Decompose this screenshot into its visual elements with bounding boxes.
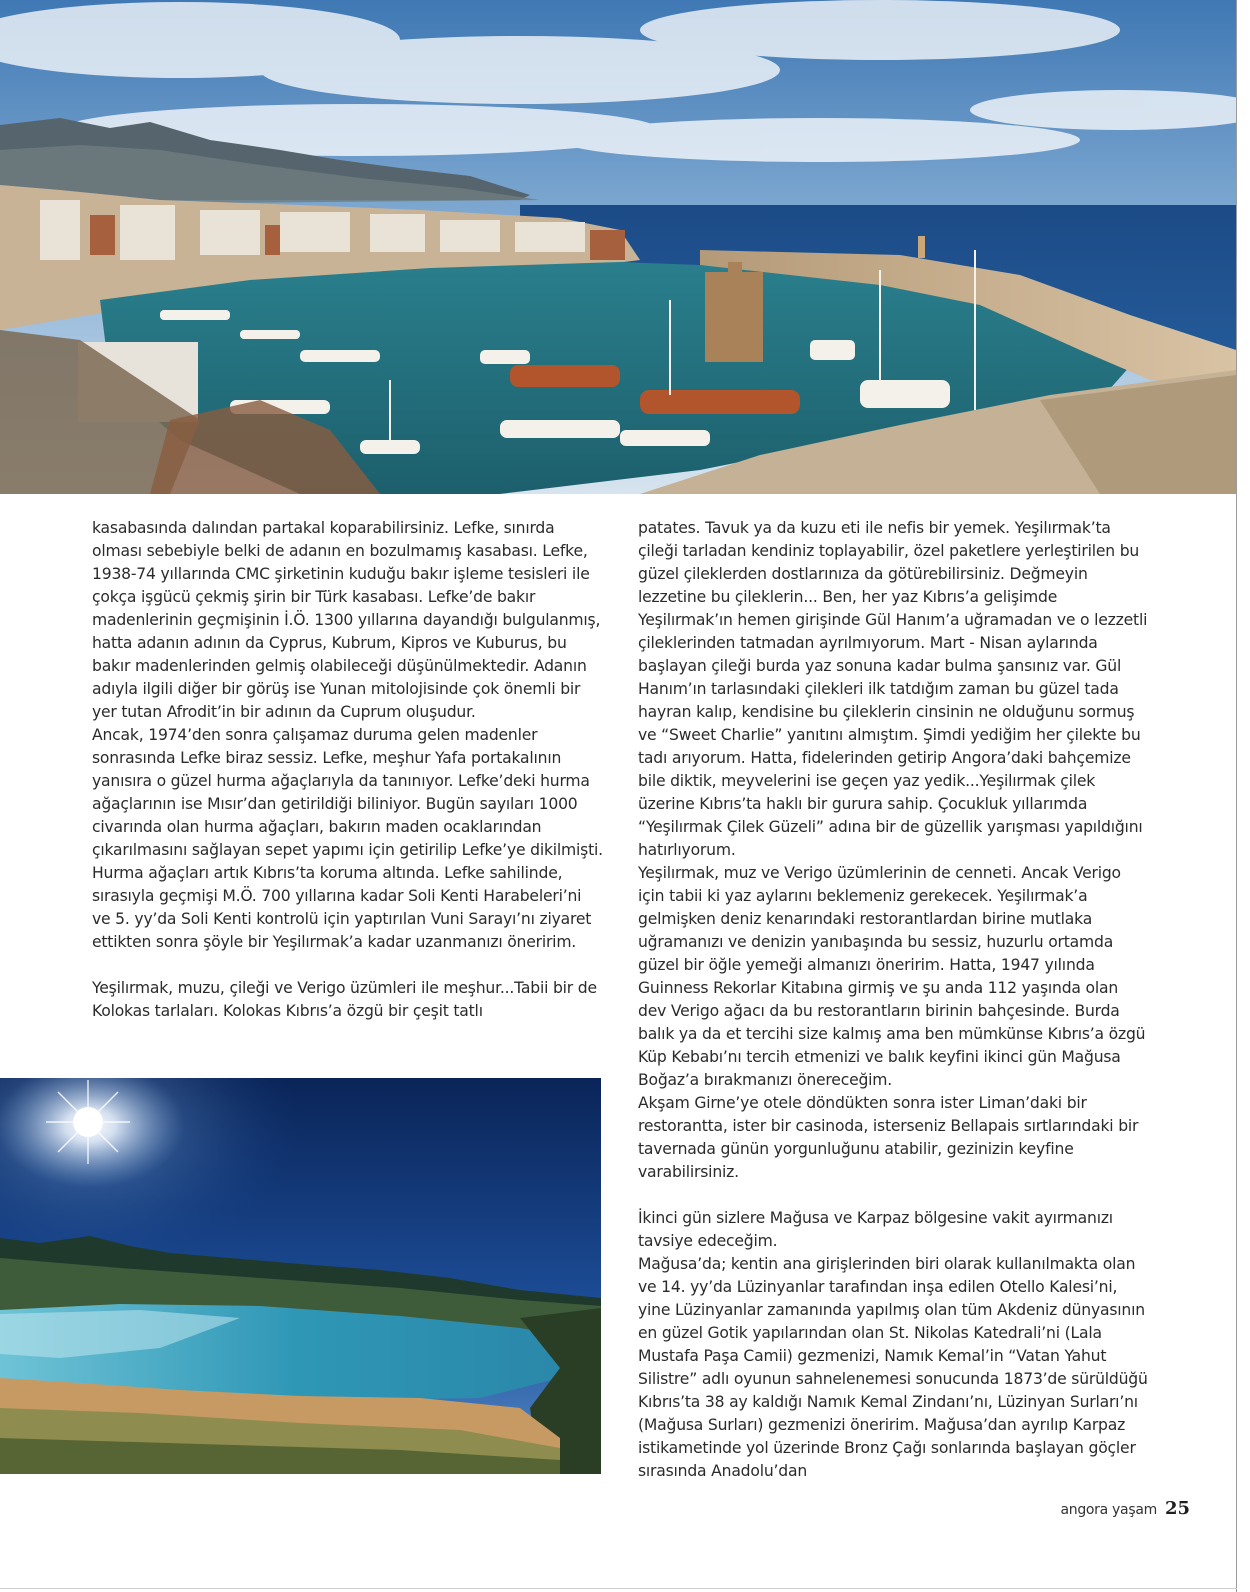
article-paragraph: Yeşilırmak, muzu, çileği ve Verigo üzümleri ile meşhur...Tabii bir de Kolokas tarlaları. Kolokas Kıbrıs’a özgü bir çeşit tatlı [92, 979, 597, 1020]
harbor-illustration [0, 0, 1236, 494]
article-left-column [92, 517, 604, 1023]
article-paragraph: Ancak, 1974’den sonra çalışamaz duruma gelen madenler sonrasında Lefke biraz sessiz. Lefke, meşhur Yafa portakalının yanısıra o güzel hurma ağaçlarıyla da tanınıyor. Lefke’deki hurma ağaçlarının ise Mısır’dan getirildiği biliniyor. Bugün sayıları 1000 civarında olan hurma ağaçları, bakırın maden ocaklarından çıkarılmasını sağlayan sepet yapımı için getirilip Lefke’ye dikilmişti. Hurma ağaçları artık Kıbrıs’ta koruma altında. Lefke sahilinde, sırasıyla geçmişi M.Ö. 700 yıllarına kadar Soli Kenti Harabeleri’ni ve 5. yy’da Soli Kenti kontrolü için yaptırılan Vuni Sarayı’nı ziyaret ettikten sonra şöyle bir Yeşilırmak’a kadar uzanmanızı öneririm. [92, 726, 603, 951]
page-edge-divider [1236, 0, 1237, 1592]
article-paragraph: İkinci gün sizlere Mağusa ve Karpaz bölgesine vakit ayırmanızı tavsiye edeceğim. [638, 1209, 1113, 1250]
lake-illustration [0, 1078, 601, 1474]
lake-photo [0, 1078, 601, 1474]
article-paragraph: patates. Tavuk ya da kuzu eti ile nefis bir yemek. Yeşilırmak’ta çileği tarladan kendiniz toplayabilir, özel paketlere yerleştirilen bu güzel çileklerden dostlarınıza da götürebilirsiniz. Değmeyin lezzetine bu çileklerin... Ben, her yaz Kıbrıs’a gelişimde Yeşilırmak’ın hemen girişinde Gül Hanım’a uğramadan ve o lezzetli çileklerinden tatmadan ayrılmıyorum. Mart - Nisan aylarında başlayan çileği burda yaz sonuna kadar bulma şansınız var. Gül Hanım’ın tarlasındaki çilekleri ilk tatdığım zaman bu güzel tada hayran kalıp, kendisine bu çileklerin cinsinin ne olduğunu sormuş ve “Sweet Charlie” yanıtını almıştım. Şimdi yediğim her çilekte bu tadı arıyorum. Hatta, fidelerinden getirip Angora’daki bahçemize bile diktik, meyvelerini ise geçen yaz yedik...Yeşilırmak çilek üzerine Kıbrıs’ta haklı bir gurura sahip. Çocukluk yıllarımda “Yeşilırmak Çilek Güzeli” adına bir de güzellik yarışması yapıldığını hatırlıyorum. [638, 519, 1148, 859]
article-paragraph: Akşam Girne’ye otele döndükten sonra ister Liman’daki bir restorantta, ister bir casinoda, isterseniz Bellapais sırtlarındaki bir tavernada günün yorgunluğunu atabilir, gezinizin keyfine varabilirsiniz. [638, 1094, 1139, 1181]
article-paragraph: Yeşilırmak, muz ve Verigo üzümlerinin de cenneti. Ancak Verigo için tabii ki yaz aylarını beklemeniz gerekecek. Yeşilırmak’a gelmişken deniz kenarındaki restorantlardan birine mutlaka uğramanızı ve denizin yanıbaşında bu sessiz, huzurlu ortamda güzel bir öğle yemeği almanızı öneririm. Hatta, 1947 yılında Guinness Rekorlar Kitabına girmiş ve şu anda 112 yaşında olan dev Verigo ağacı da bu restorantların birinin bahçesinde. Burda balık ya da et tercihi size kalmış ama ben mümkünse Kıbrıs’a özgü Küp Kebabı’nı tercih etmenizi ve balık keyfini ikinci gün Mağusa Boğaz’a bırakmanızı önereceğim. [638, 864, 1146, 1089]
magazine-name: angora yaşam [1060, 1502, 1157, 1518]
page-bottom-divider [0, 1588, 1237, 1589]
article-paragraph: kasabasında dalından partakal koparabilirsiniz. Lefke, sınırda olması sebebiyle belki de adanın en bozulmamış kasabası. Lefke, 1938-74 yıllarında CMC şirketinin kuduğu bakır işleme tesisleri ile çokça işgücü çekmiş şirin bir Türk kasabası. Lefke’de bakır madenlerinin geçmişinin İ.Ö. 1300 yıllarına dayandığı bulgulanmış, hatta adanın adının da Cyprus, Kubrum, Kipros ve Kuburus, bu bakır madenlerinden gelmiş olabileceği düşünülmektedir. Adanın adıyla ilgili diğer bir görüş ise Yunan mitolojisinde çok önemli bir yer tutan Afrodit’in bir adının da Cuprum oluşudur. [92, 519, 601, 721]
harbor-photo [0, 0, 1236, 494]
page-footer [1060, 1498, 1190, 1519]
article-paragraph: Mağusa’da; kentin ana girişlerinden biri olarak kullanılmakta olan ve 14. yy’da Lüzinyanlar tarafından inşa edilen Otello Kalesi’ni, yine Lüzinyanlar zamanında yapılmış olan tüm Akdeniz dünyasının en güzel Gotik yapılarından olan St. Nikolas Katedrali’ni (Lala Mustafa Paşa Camii) gezmenizi, Namık Kemal’in “Vatan Yahut Silistre” adlı oyunun sahnelenemesi sonucunda 1873’de sürüldüğü Kıbrıs’ta 38 ay kaldığı Namık Kemal Zindanı’nı, Lüzinyan Surları’nı (Mağusa Surları) gezmenizi öneririm. Mağusa’dan ayrılıp Karpaz istikametinde yol üzerinde Bronz Çağı sonlarında başlayan göçler sırasında Anadolu’dan [638, 1255, 1148, 1480]
article-right-column [638, 517, 1150, 1483]
page-number: 25 [1164, 1498, 1190, 1519]
